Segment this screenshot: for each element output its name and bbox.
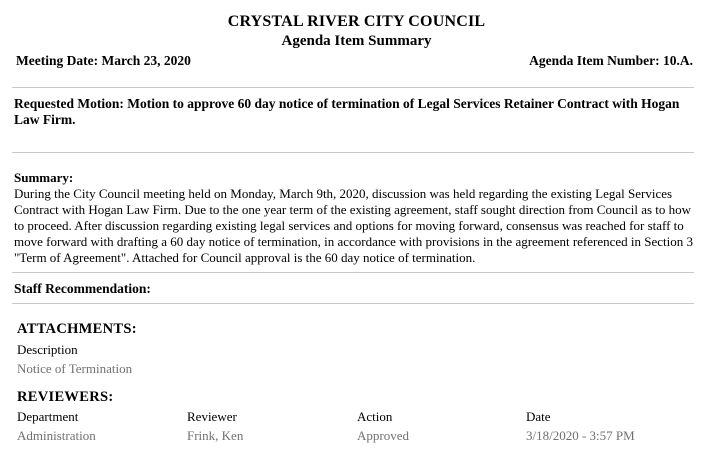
attachments-column-description: Description bbox=[17, 342, 78, 357]
divider bbox=[12, 152, 694, 153]
reviewer-date: 3/18/2020 - 3:57 PM bbox=[526, 428, 635, 443]
reviewers-column-department: Department bbox=[17, 409, 79, 424]
agenda-item-number: Agenda Item Number: 10.A. bbox=[529, 53, 693, 68]
reviewers-column-action: Action bbox=[357, 409, 393, 424]
divider bbox=[12, 303, 694, 304]
divider bbox=[12, 272, 694, 273]
summary-label: Summary: bbox=[14, 170, 74, 185]
staff-recommendation-label: Staff Recommendation: bbox=[14, 281, 151, 296]
reviewers-column-date: Date bbox=[526, 409, 551, 424]
divider bbox=[12, 87, 694, 88]
requested-motion: Requested Motion: Motion to approve 60 day notice of termination of Legal Services Retainer Contract with Hogan Law Firm. bbox=[14, 96, 680, 127]
summary-text: During the City Council meeting held on Monday, March 9th, 2020, discussion was held regarding the existing Legal Services Contract with Hogan Law Firm. Due to the one year term of the existing agreement, staff sought direction from Council as to how to proceed. After discussion regarding existing legal services and options for moving forward, consensus was reached for staff to move forward with drafting a 60 day notice of termination, in accordance with provisions in the agreement referenced in Section 3 "Term of Agreement". Attached for Council approval is the 60 day notice of termination. bbox=[14, 186, 694, 265]
reviewers-heading: REVIEWERS: bbox=[17, 389, 114, 405]
reviewers-column-reviewer: Reviewer bbox=[187, 409, 237, 424]
reviewer-action: Approved bbox=[357, 428, 409, 443]
council-name: CRYSTAL RIVER CITY COUNCIL bbox=[227, 13, 486, 30]
summary-section bbox=[14, 170, 696, 266]
attachment-item[interactable]: Notice of Termination bbox=[17, 361, 133, 376]
reviewer-name: Frink, Ken bbox=[187, 428, 244, 443]
document-title: Agenda Item Summary bbox=[281, 33, 432, 49]
meeting-date: Meeting Date: March 23, 2020 bbox=[16, 53, 191, 68]
attachments-heading: ATTACHMENTS: bbox=[17, 321, 137, 337]
reviewer-department: Administration bbox=[17, 428, 96, 443]
